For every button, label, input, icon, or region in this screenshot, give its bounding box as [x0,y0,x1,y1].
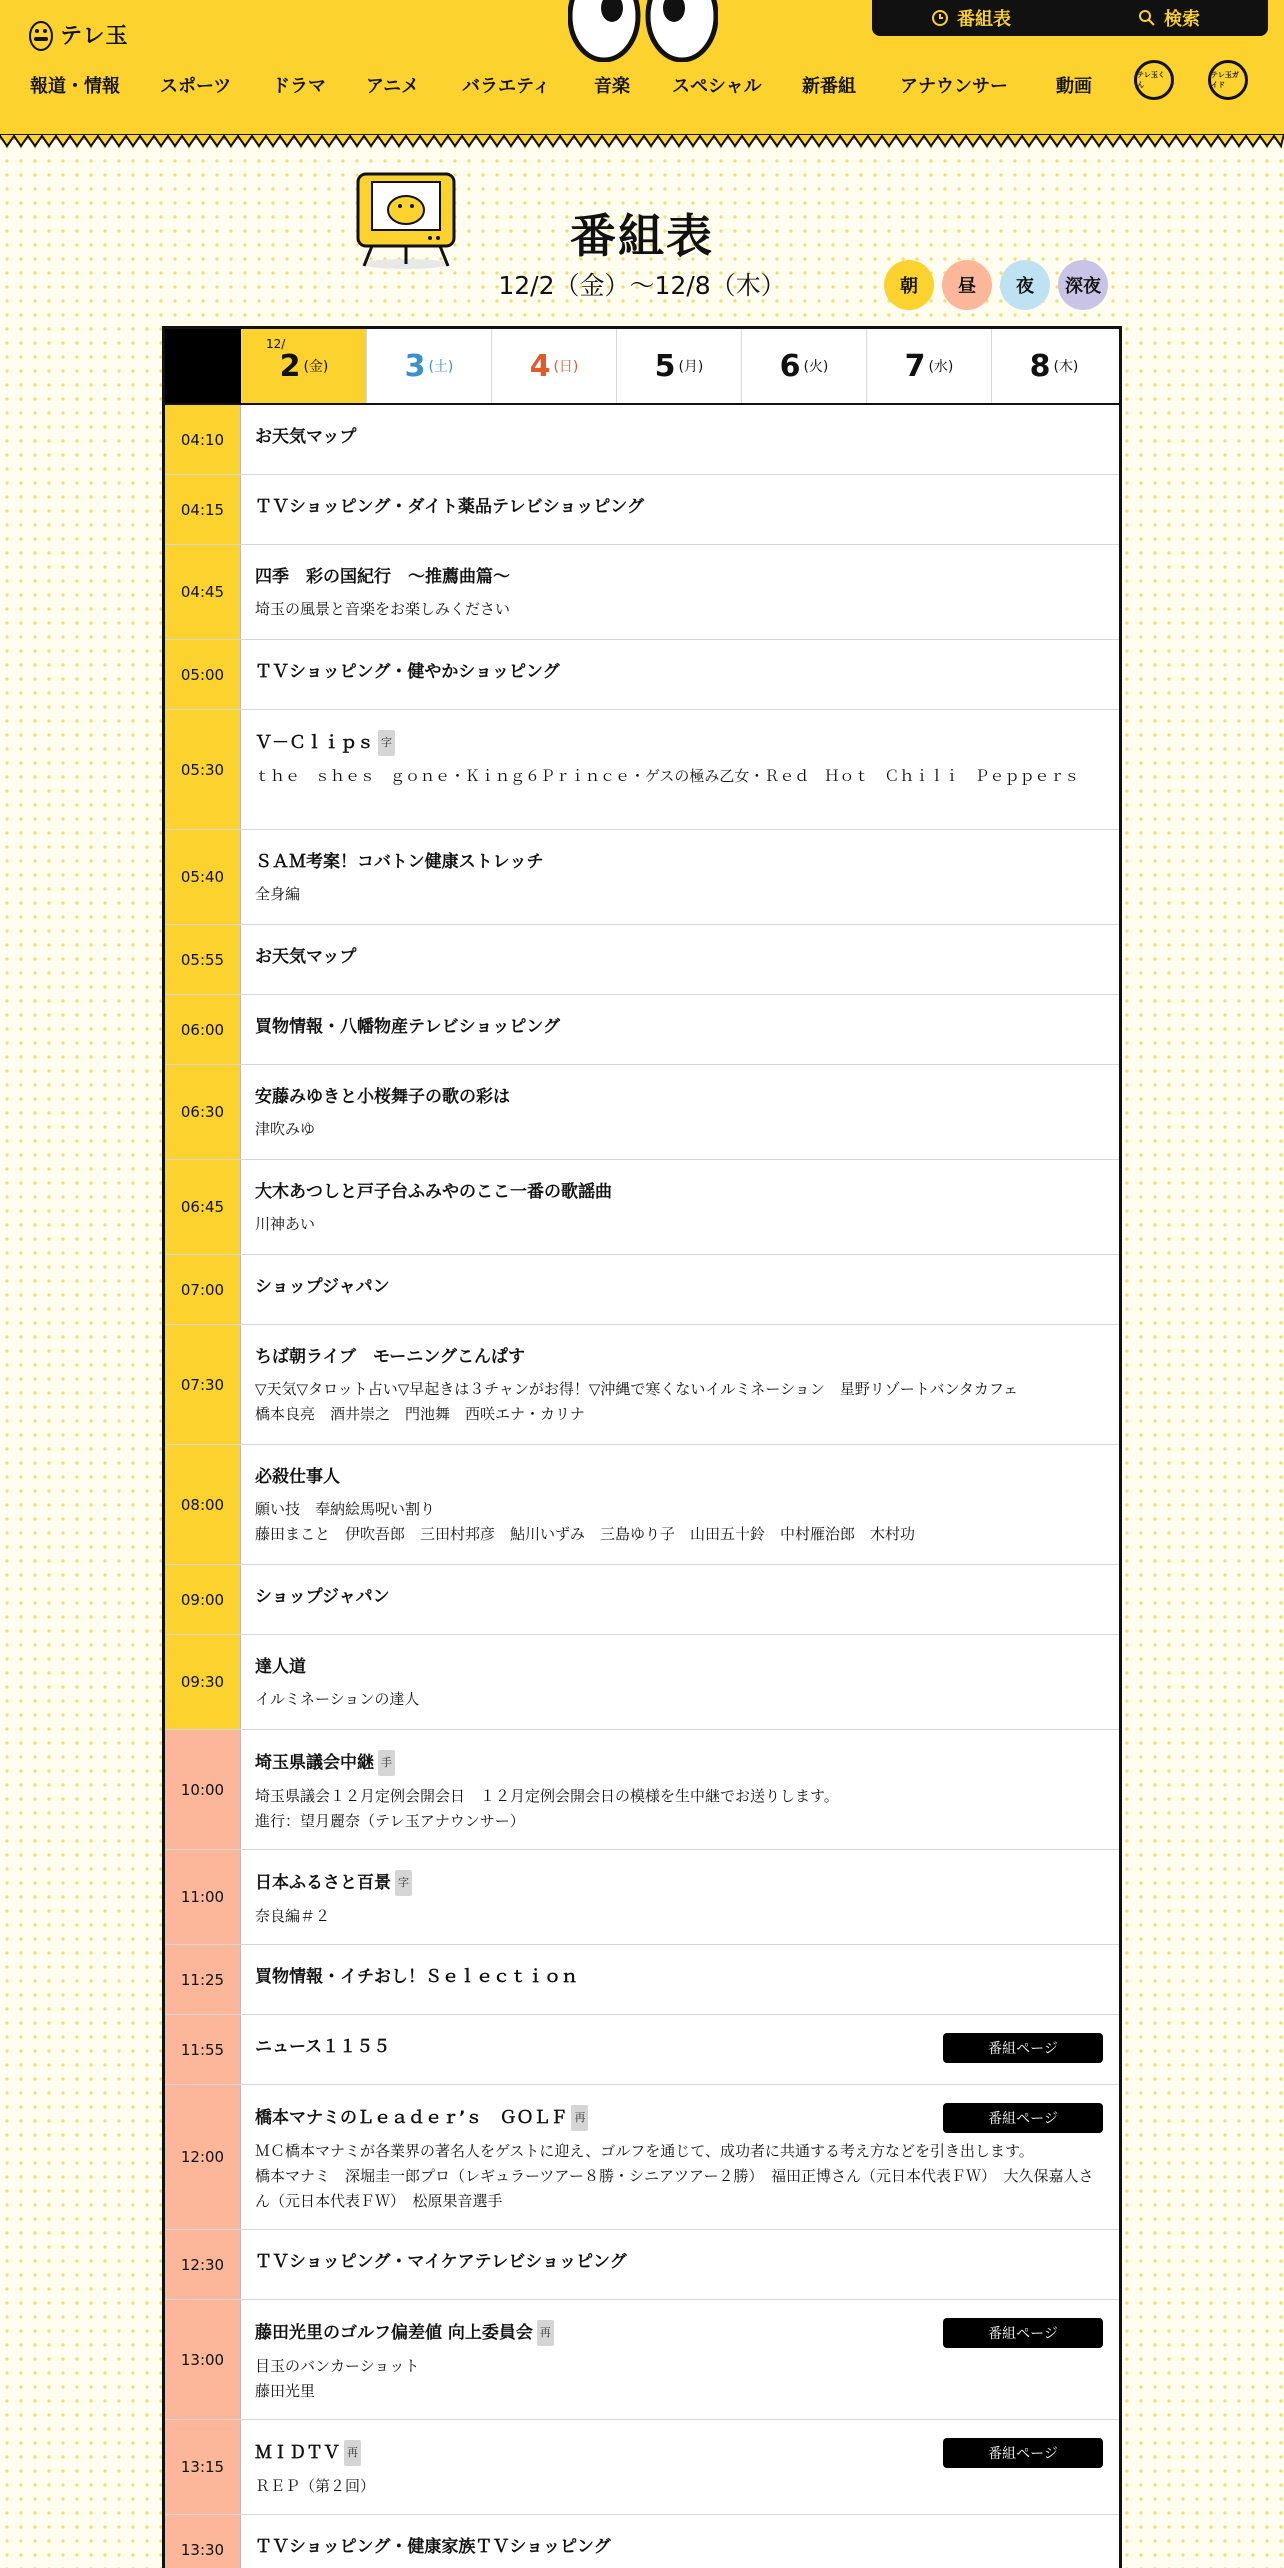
mascot-eyes-icon [568,0,718,62]
program-schedule [162,326,1122,2568]
program-time: 13:00 [165,2300,241,2419]
program-title[interactable] [255,495,1101,519]
program-title-text: ＳＡＭ考案！コバトン健康ストレッチ [255,852,544,872]
program-title-text: ＴＶショッピング・健やかショッピング [255,662,560,682]
program-row[interactable] [165,1065,1119,1160]
program-description: ｔｈｅ ｓｈｅｓ ｇｏｎｅ・Ｋｉｎｇ６Ｐｒｉｎｃｅ・ゲスの極み乙女・Ｒｅｄ Ｈｏｔ Ｃｈｉｌｉ Ｐｅｐｐｅｒｓ [255,767,1080,785]
page-title: 番組表 [570,209,714,263]
program-title-text: お天気マップ [255,427,357,447]
program-time: 09:30 [165,1635,241,1729]
schedule-link[interactable] [872,5,1070,31]
program-badge: 手 [378,1750,395,1776]
day-tab-weekday: (日) [553,359,579,375]
program-row[interactable] [165,1160,1119,1255]
program-row[interactable] [165,475,1119,545]
program-row[interactable] [165,830,1119,925]
program-title-text: 達人道 [255,1657,306,1677]
program-title-text: 買物情報・イチおし！Ｓｅｌｅｃｔｉｏｎ [255,1967,578,1987]
program-badge: 字 [378,730,395,756]
program-title-text: 埼玉県議会中継 [255,1753,374,1773]
logo-text: テレ玉 [60,23,129,49]
program-time: 12:00 [165,2085,241,2229]
filter-morning-button[interactable] [884,260,934,310]
schedule-link-label: 番組表 [957,9,1011,30]
program-row[interactable] [165,405,1119,475]
program-info [241,925,1119,994]
program-row[interactable] [165,710,1119,830]
program-row[interactable] [165,2300,1119,2420]
program-title-text: 安藤みゆきと小桜舞子の歌の彩は [255,1087,510,1107]
program-title-text: 大木あつしと戸子台ふみやのここ一番の歌謡曲 [255,1182,612,1202]
program-info [241,2420,1119,2514]
mascot-logo-icon [28,16,54,52]
program-title-text: ニュース１１５５ [255,2037,391,2057]
program-description: 埼玉の風景と音楽をお楽しみください [255,600,511,618]
day-tab-7[interactable] [866,329,991,403]
program-badge: 再 [571,2105,588,2131]
day-tab-weekday: (金) [303,359,329,375]
day-tab-number: 3 [404,348,426,384]
program-info [241,830,1119,924]
program-row[interactable] [165,995,1119,1065]
filter-daytime-label: 昼 [958,276,976,297]
day-tab-5[interactable] [616,329,741,403]
program-title[interactable] [255,730,1101,756]
program-title-text: Ｖ－Ｃｌｉｐｓ [255,733,374,753]
program-badge: 字 [395,1870,412,1896]
day-tab-number: 5 [654,348,676,384]
day-tab-4[interactable] [491,329,616,403]
day-tab-2[interactable] [241,329,366,403]
search-icon [1138,9,1156,27]
program-row[interactable] [165,1730,1119,1850]
program-row[interactable] [165,1255,1119,1325]
program-title-text: 藤田光里のゴルフ偏差値 向上委員会 [255,2323,533,2343]
program-time: 08:00 [165,1445,241,1564]
program-title-text: ショップジャパン [255,1277,390,1297]
program-row[interactable] [165,1635,1119,1730]
program-title[interactable] [255,1015,1101,1039]
program-description: 川神あい [255,1215,316,1233]
program-time: 09:00 [165,1565,241,1634]
program-info [241,405,1119,474]
program-time: 05:40 [165,830,241,924]
program-description: ▽天気▽タロット占い▽早起きは３チャンがお得！▽沖縄で寒くないイルミネーション 星野リゾートバンタカフェ 橋本良亮 酒井崇之 門池舞 西咲エナ・カリナ [255,1380,1019,1423]
day-tab-number: 2 [279,348,301,384]
program-info [241,1850,1119,1944]
guide-book-icon[interactable] [1208,60,1248,100]
program-page-button[interactable]: 番組ページ [943,2318,1103,2348]
program-page-button[interactable]: 番組ページ [943,2103,1103,2133]
filter-morning-label: 朝 [900,276,918,297]
day-tab-number: 7 [904,348,926,384]
program-title-text: 買物情報・八幡物産テレビショッピング [255,1017,560,1037]
program-title[interactable] [255,1180,1101,1204]
program-time: 06:45 [165,1160,241,1254]
program-info [241,640,1119,709]
program-info [241,995,1119,1064]
program-badge: 再 [537,2320,554,2346]
day-tab-number: 6 [779,348,801,384]
program-title-text: 四季 彩の国紀行 ～推薦曲篇～ [255,567,510,587]
program-title[interactable] [255,1585,1101,1609]
program-title-text: ＭＩＤＴＶ [255,2443,340,2463]
nav-videos[interactable]: 動画 [1056,76,1092,97]
nav-drama[interactable]: ドラマ [272,76,326,97]
filter-daytime-button[interactable] [942,260,992,310]
program-row[interactable] [165,545,1119,640]
day-tab-number: 4 [529,348,551,384]
program-title-text: 橋本マナミのＬｅａｄｅｒ’ｓ ＧＯＬＦ [255,2108,568,2128]
program-time: 11:55 [165,2015,241,2084]
program-time: 05:30 [165,710,241,829]
filter-night-button[interactable] [1000,260,1050,310]
program-title[interactable] [255,1655,1101,1679]
program-time: 07:30 [165,1325,241,1444]
program-title[interactable] [255,1870,1101,1896]
program-time: 06:00 [165,995,241,1064]
program-time: 11:00 [165,1850,241,1944]
program-info [241,1565,1119,1634]
filter-night-label: 夜 [1016,276,1034,297]
program-description: 願い技 奉納絵馬呪い割り 藤田まこと 伊吹吾郎 三田村邦彦 鮎川いずみ 三島ゆり子 山田五十鈴 中村雁治郎 木村功 [255,1500,916,1543]
header-zigzag-edge [0,134,1284,148]
program-title-text: ちば朝ライブ モーニングこんぱす [255,1347,525,1367]
program-time: 05:00 [165,640,241,709]
day-tab-weekday: (土) [428,359,454,375]
mascot-character-icon[interactable] [1134,60,1174,100]
program-title[interactable] [255,565,1101,589]
program-list [165,405,1119,2568]
program-info [241,2230,1119,2299]
program-description: 目玉のバンカーショット 藤田光里 [255,2357,420,2400]
program-page-button[interactable]: 番組ページ [943,2033,1103,2063]
program-title-text: ＴＶショッピング・ダイト薬品テレビショッピング [255,497,644,517]
program-info [241,1255,1119,1324]
program-title[interactable] [255,1750,1101,1776]
day-tab-8[interactable] [991,329,1116,403]
nav-announcers[interactable]: アナウンサー [900,76,1008,97]
program-info [241,475,1119,544]
site-logo[interactable] [28,16,129,52]
program-description: 全身編 [255,885,301,903]
day-tab-weekday: (水) [928,359,954,375]
program-info [241,1730,1119,1849]
program-info [241,710,1119,829]
program-info [241,1325,1119,1444]
site-header [0,0,1284,140]
program-time: 05:55 [165,925,241,994]
program-description: 埼玉県議会１２月定例会開会日 １２月定例会開会日の模様を生中継でお送りします。 進行：望月麗奈（テレ玉アナウンサー） [255,1787,839,1830]
program-title[interactable] [255,850,1101,874]
program-time: 12:30 [165,2230,241,2299]
program-info [241,1635,1119,1729]
program-time: 04:15 [165,475,241,544]
nav-new-programs[interactable]: 新番組 [802,76,856,97]
program-title[interactable] [255,660,1101,684]
search-link-label: 検索 [1164,9,1200,30]
program-title[interactable] [255,1085,1101,1109]
program-row[interactable] [165,925,1119,995]
program-info [241,1160,1119,1254]
clock-icon [931,9,949,27]
program-description: 奈良編＃２ [255,1907,331,1925]
day-tab-weekday: (月) [678,359,704,375]
program-title[interactable] [255,1965,1101,1989]
program-page-button[interactable]: 番組ページ [943,2438,1103,2468]
filter-late-night-button[interactable] [1058,260,1108,310]
program-title-text: お天気マップ [255,947,357,967]
program-time: 13:30 [165,2515,241,2568]
day-tab-number: 8 [1029,348,1051,384]
mascot-character-label: テレ玉くん [1137,71,1165,89]
program-row[interactable] [165,1445,1119,1565]
program-description: 津吹みゆ [255,1120,316,1138]
nav-special[interactable]: スペシャル [672,76,762,97]
program-row[interactable] [165,2420,1119,2515]
program-row[interactable] [165,2085,1119,2230]
day-tabs-corner [165,329,241,403]
program-info [241,2085,1119,2229]
program-description: ＭＣ橋本マナミが各業界の著名人をゲストに迎え、ゴルフを通じて、成功者に共通する考え方などを引き出します。 橋本マナミ 深堀圭一郎プロ（レギュラーツアー８勝・シニアツアー２勝） 福田正博さん（元日本代表ＦＷ） 大久保嘉人さん（元日本代表ＦＷ） 松原果音選手 [255,2142,1094,2210]
nav-music[interactable]: 音楽 [594,76,630,97]
program-title-text: 必殺仕事人 [255,1467,340,1487]
program-time: 07:00 [165,1255,241,1324]
program-info [241,545,1119,639]
program-row[interactable] [165,2515,1119,2568]
program-time: 06:30 [165,1065,241,1159]
program-time: 04:10 [165,405,241,474]
nav-anime[interactable]: アニメ [366,76,420,97]
program-time: 13:15 [165,2420,241,2514]
program-info [241,1945,1119,2014]
program-info [241,2515,1119,2568]
nav-variety[interactable]: バラエティ [462,76,551,97]
program-title-text: ＴＶショッピング・健康家族ＴＶショッピング [255,2537,611,2557]
program-title[interactable] [255,945,1101,969]
program-title-text: ＴＶショッピング・マイケアテレビショッピング [255,2252,627,2272]
program-row[interactable] [165,1325,1119,1445]
program-time: 11:25 [165,1945,241,2014]
program-row[interactable] [165,1945,1119,2015]
program-row[interactable] [165,1850,1119,1945]
program-badge: 再 [344,2440,361,2466]
day-tab-weekday: (火) [803,359,829,375]
program-title[interactable] [255,2535,1101,2559]
time-of-day-filters [884,260,1108,310]
day-tab-3[interactable] [366,329,491,403]
top-utility-bar [872,0,1268,36]
program-title[interactable] [255,2250,1101,2274]
program-time: 04:45 [165,545,241,639]
program-info [241,1065,1119,1159]
program-title[interactable] [255,1275,1101,1299]
program-time: 10:00 [165,1730,241,1849]
day-tab-weekday: (木) [1053,359,1079,375]
program-title-text: 日本ふるさと百景 [255,1873,391,1893]
date-range: 12/2（金）〜12/8（木） [498,271,786,300]
day-tab-month: 12/ [266,337,286,351]
program-info [241,1445,1119,1564]
program-row[interactable] [165,2015,1119,2085]
search-link[interactable] [1070,5,1268,31]
program-row[interactable] [165,2230,1119,2300]
nav-sports[interactable]: スポーツ [160,76,232,97]
program-title[interactable] [255,1345,1101,1369]
program-description: イルミネーションの達人 [255,1690,420,1708]
program-title[interactable] [255,1465,1101,1489]
guide-book-label: テレ玉ガイド [1211,71,1239,89]
program-info [241,2015,1119,2084]
day-tabs [165,329,1119,405]
program-row[interactable] [165,640,1119,710]
program-title[interactable] [255,425,1101,449]
program-row[interactable] [165,1565,1119,1635]
tv-mascot-illustration [352,168,460,270]
program-info [241,2300,1119,2419]
program-title-text: ショップジャパン [255,1587,390,1607]
program-description: ＲＥＰ（第２回） [255,2477,376,2495]
filter-late-night-label: 深夜 [1065,276,1101,297]
nav-news[interactable]: 報道・情報 [30,76,120,97]
day-tab-6[interactable] [741,329,866,403]
